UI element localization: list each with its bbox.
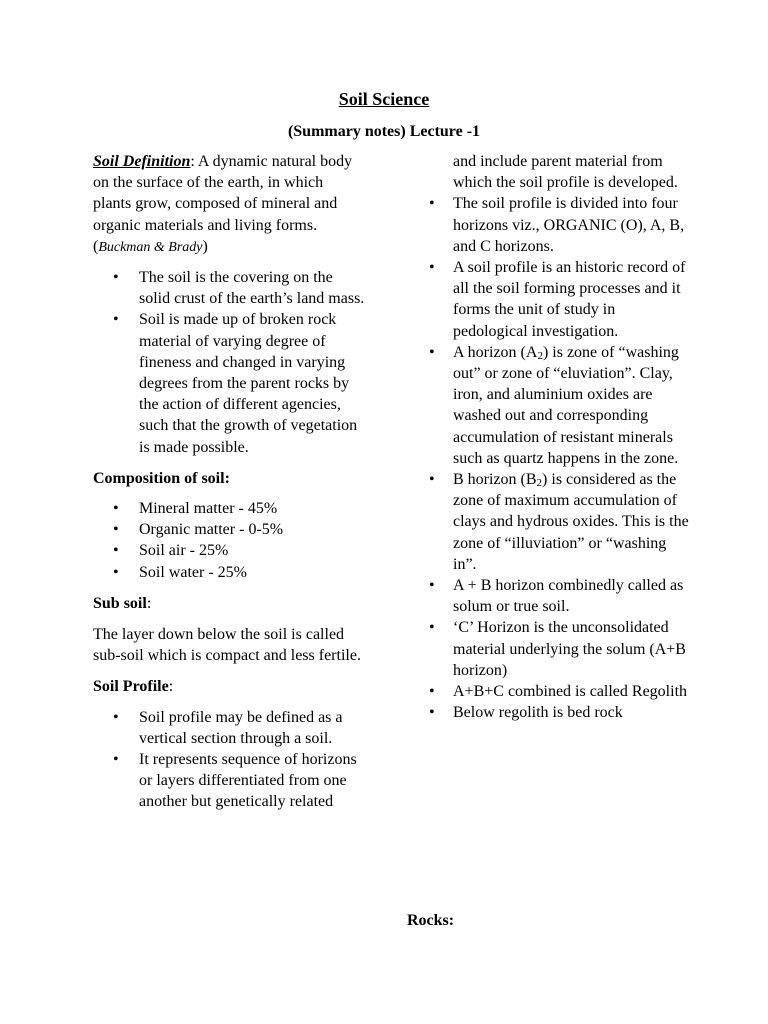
- bullet-icon: •: [429, 259, 435, 277]
- bullet-icon: •: [429, 195, 435, 213]
- list-item: • A + B horizon combinedly called as solum or true soil.: [429, 577, 684, 616]
- bullet-icon: •: [113, 269, 119, 287]
- list-item: • Mineral matter - 45%: [93, 498, 365, 519]
- right-column: [429, 151, 689, 723]
- soil-profile-heading: Soil Profile:: [93, 678, 174, 696]
- list-item: • Soil air - 25%: [93, 540, 365, 561]
- bullet-icon: •: [113, 542, 119, 560]
- bullet-icon: •: [429, 619, 435, 637]
- subsoil-text: The layer down below the soil is called sub-soil which is compact and less fertile.: [93, 626, 361, 665]
- list-item: • B horizon $(B_2)$ is considered as the zone of maximum accumulation of clays and hydrous oxides. This is the zone of “illuviation” or “washing in”.: [429, 471, 689, 573]
- soil-definition-label: Soil Definition: [93, 153, 191, 170]
- soil-profile-list: [93, 707, 365, 813]
- list-item: • Soil profile may be defined as a vertical section through a soil.: [113, 708, 343, 747]
- soil-definition-text: : A dynamic natural body on the surface of the earth, in which plants grow, composed of mineral and organic materials and living forms. (: [93, 153, 353, 255]
- bullet-icon: •: [429, 683, 435, 701]
- bullet-icon: •: [113, 563, 119, 581]
- bullet-icon: •: [429, 471, 435, 489]
- bullet-icon: •: [113, 311, 119, 329]
- soil-definition-paragraph: [93, 151, 365, 258]
- list-item: • Soil is made up of broken rock material of varying degree of fineness and changed in varying degrees from the parent rocks by the action of different agencies, such that the growth of vegetation is made possible.: [113, 311, 358, 456]
- list-item: • ‘C’ Horizon is the unconsolidated material underlying the solum (A+B horizon): [429, 619, 686, 679]
- rocks-heading: Rocks:: [407, 912, 455, 929]
- citation: Buckman & Brady: [98, 239, 203, 255]
- list-item: • The soil profile is divided into four horizons viz., ORGANIC (O), A, B, and C horizons.: [429, 195, 685, 255]
- composition-heading: Composition of soil:: [93, 469, 230, 487]
- list-item: • Soil water - 25%: [93, 562, 365, 583]
- bullet-icon: •: [113, 751, 119, 769]
- bullet-icon: •: [113, 521, 119, 539]
- left-column: [93, 151, 365, 813]
- list-item: • A+B+C combined is called Regolith: [429, 681, 689, 702]
- list-item: • Below regolith is bed rock: [429, 702, 689, 723]
- page-subtitle: (Summary notes) Lecture -1: [287, 123, 481, 140]
- definition-bullet-list: [93, 267, 365, 458]
- horizon-bullet-list: [429, 151, 689, 723]
- bullet-icon: •: [429, 704, 435, 722]
- list-item-continuation: and include parent material from which the soil profile is developed.: [453, 153, 678, 192]
- list-item: • The soil is the covering on the solid crust of the earth’s land mass.: [113, 269, 365, 308]
- bullet-icon: •: [429, 343, 435, 361]
- list-item: • It represents sequence of horizons or layers differentiated from one another but genetically related: [113, 751, 357, 811]
- list-item: • A soil profile is an historic record of all the soil forming processes and it forms the unit of study in pedological investigation.: [429, 259, 686, 340]
- citation-close: ): [202, 237, 208, 255]
- composition-list: [93, 498, 365, 583]
- list-item: • A horizon $(A_2)$ is zone of “washing out” or zone of “eluviation”. Clay, iron, and aluminium oxides are washed out and corresponding accumulation of resistant minerals such as quartz happens in the zone.: [429, 343, 679, 467]
- bullet-icon: •: [429, 577, 435, 595]
- bullet-icon: •: [113, 708, 119, 726]
- page-title: Soil Science: [338, 89, 430, 109]
- list-item: • Organic matter - 0-5%: [93, 519, 365, 540]
- bullet-icon: •: [113, 500, 119, 518]
- subsoil-heading: Sub soil:: [93, 594, 152, 612]
